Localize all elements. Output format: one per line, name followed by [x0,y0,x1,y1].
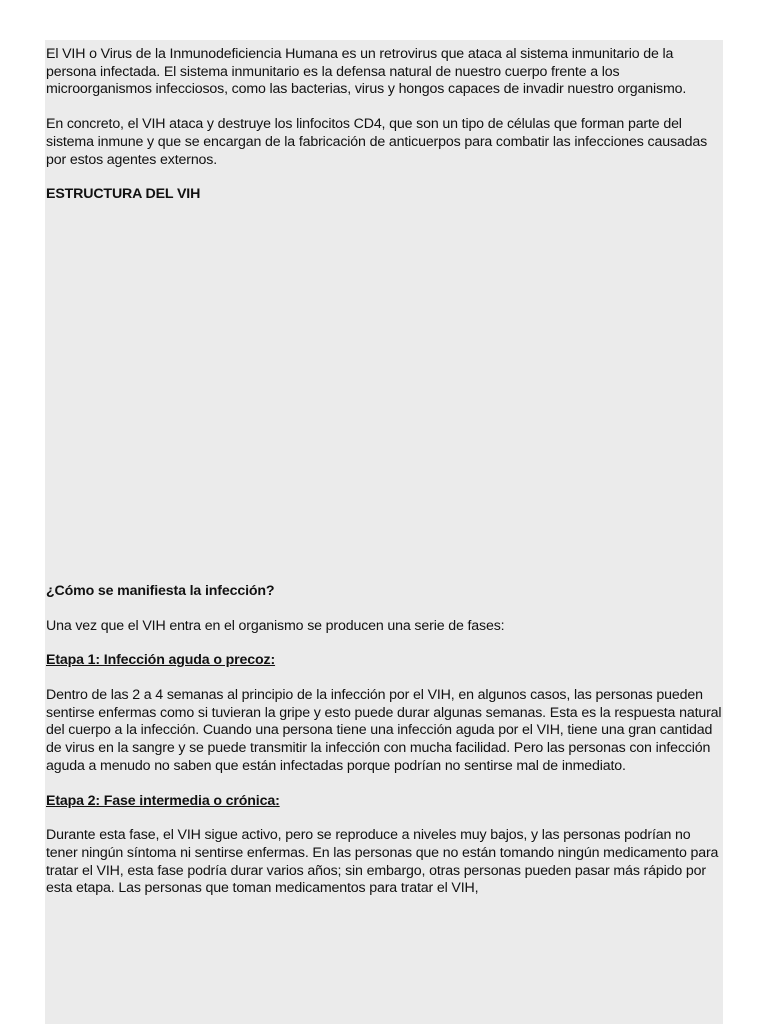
document-content [45,40,723,898]
stage-2-title: Etapa 2: Fase intermedia o crónica: [46,792,280,809]
intro-paragraph-1: El VIH o Virus de la Inmunodeficiencia Humana es un retrovirus que ataca al sistema inmunitario de la persona infectada. El sistema inmunitario es la defensa natural de nuestro cuerpo frente a los microorganismos infecciosos, como las bacterias, virus y hongos capaces de invadir nuestro organismo. [46,46,687,98]
structure-heading: ESTRUCTURA DEL VIH [46,186,201,203]
intro-paragraph-2: En concreto, el VIH ataca y destruye los linfocitos CD4, que son un tipo de células que forman parte del sistema inmune y que se encargan de la fabricación de anticuerpos para combatir las infecciones causadas por estos agentes externos. [46,116,708,168]
stage-1-title: Etapa 1: Infección aguda o precoz: [46,652,276,669]
stage-2-text: Durante esta fase, el VIH sigue activo, pero se reproduce a niveles muy bajos, y las personas podrían no tener ningún síntoma ni sentirse enfermas. En las personas que no están tomando ningún medicamento para tratar el VIH, esta fase podría durar varios años; sin embargo, otras personas pueden pasar más rápido por esta etapa. Las personas que toman medicamentos para tratar el VIH, [46,827,719,897]
stage-1-text: Dentro de las 2 a 4 semanas al principio de la infección por el VIH, en algunos casos, las personas pueden sentirse enfermas como si tuvieran la gripe y esto puede durar algunas semanas. Esta es la respuesta natural del cuerpo a la infección. Cuando una persona tiene una infección aguda por el VIH, tiene una gran cantidad de virus en la sangre y se puede transmitir la infección con mucha facilidad. Pero las personas con infección aguda a menudo no saben que están infectadas porque podrían no sentirse mal de inmediato. [46,687,722,774]
manifest-heading: ¿Cómo se manifiesta la infección? [46,582,275,599]
document-page [45,40,723,1024]
structure-image-placeholder [46,221,722,583]
phases-intro: Una vez que el VIH entra en el organismo se producen una serie de fases: [46,617,505,634]
